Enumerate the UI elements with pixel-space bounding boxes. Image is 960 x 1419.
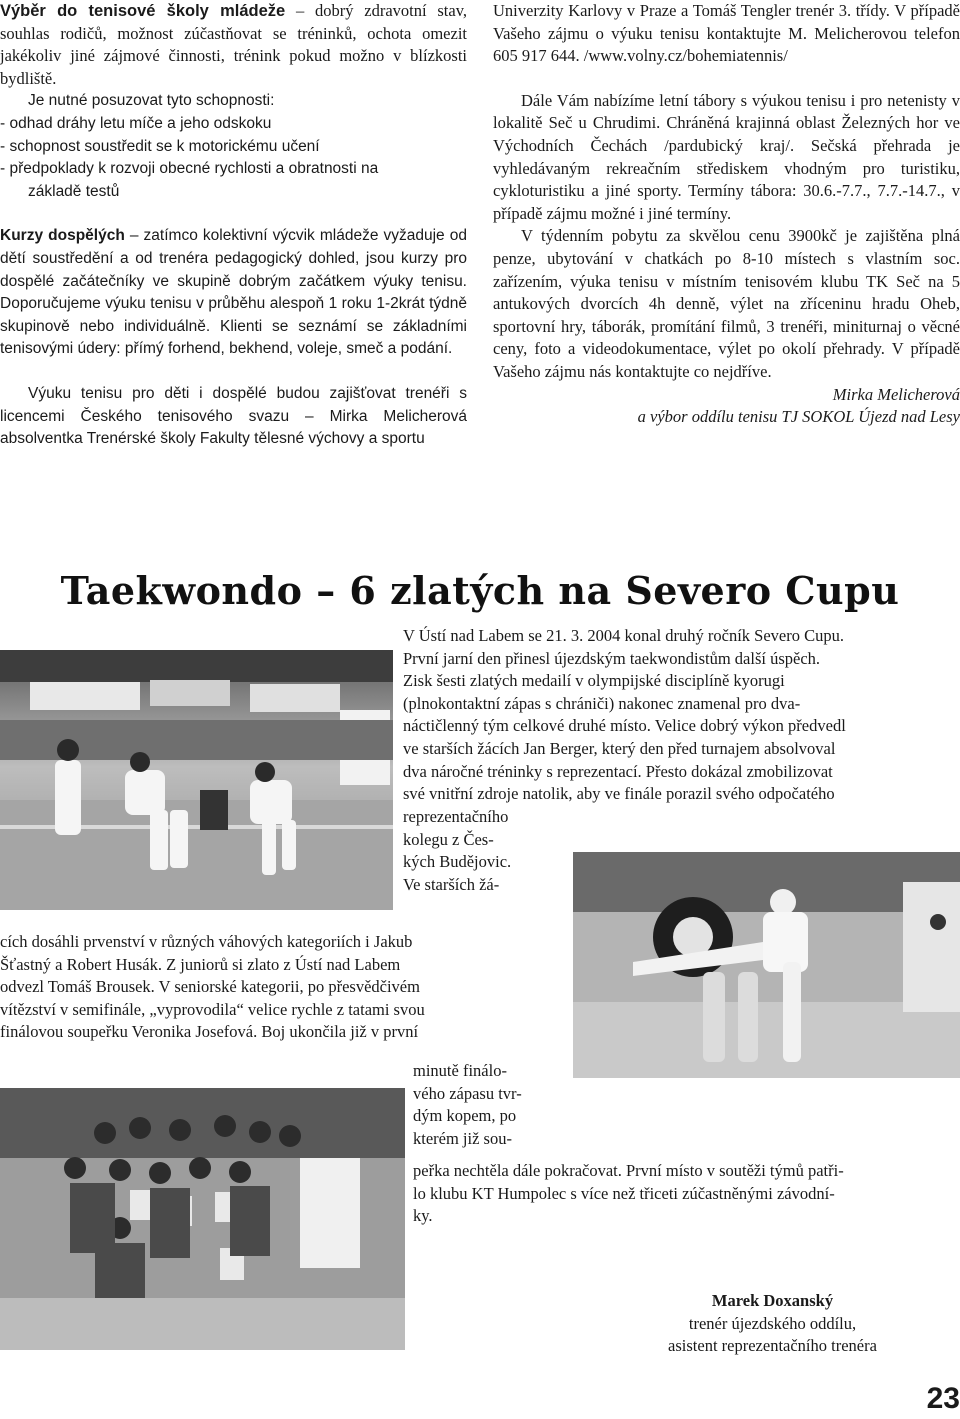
camp-paragraph: Dále Vám nabízíme letní tábory s výukou tenisu i pro netenisty v lokalitě Seč u Chrudimi. Chráněná krajinná oblast Železných hor ve Východních Čechách /pardubický kraj/. Sečská přehrada je vyhledávaným rekreačním střediskem vhodným pro turistiku, cykloturistiku a jiné sporty. Termíny tábora: 30.6.-7.7., 7.7.-14.7., v případě zájmu možné i jiné termíny. — [493, 90, 960, 223]
article-line: kolegu z Čes- — [403, 829, 494, 849]
article-line: Ve starších žá- — [403, 874, 500, 894]
article-line: (plnokontaktní zápas s chrániči) nakonec znamenal pro dva- — [403, 693, 801, 713]
article-line: minutě finálo- — [413, 1061, 507, 1080]
taekwondo-narrow-block — [403, 806, 571, 896]
trainers-paragraph: Výuku tenisu pro děti i dospělé budou zajišťovat trenéři s licencemi Českého tenisového svazu – Mirka Melicherová absolventka Trenérské školy Fakulty tělesné výchovy a sportu — [0, 384, 467, 448]
contact-paragraph: Univerzity Karlovy v Praze a Tomáš Tengler trenér 3. třídy. V případě Vašeho zájmu o výuku tenisu kontaktujte M. Melicherovou telefon 605 917 644. /www.volny.cz/bohemiatennis/ — [493, 1, 960, 66]
article-line: cích dosáhli prvenství v různých váhových kategoriích i Jakub — [0, 932, 413, 951]
article-line: odvezl Tomáš Brousek. V seniorské kategorii, po přesvědčivém — [0, 977, 420, 997]
article-line: V Ústí nad Labem se 21. 3. 2004 konal druhý ročník Severo Cupu. — [403, 626, 845, 645]
article-line: ky. — [413, 1206, 433, 1226]
adult-courses-paragraph — [0, 225, 467, 361]
article-line: své vnitřní zdroje natolik, aby ve finále porazil svého odpočatého — [403, 784, 835, 804]
taekwondo-narrow-block-2 — [413, 1060, 571, 1150]
article-line: kterém již sou- — [413, 1128, 512, 1148]
author-name: Marek Doxanský — [711, 1291, 834, 1310]
intro-heading: Výběr do tenisové školy mládeže — [0, 2, 286, 20]
tennis-left-column — [0, 0, 467, 451]
article-line: reprezentačního — [403, 807, 509, 826]
article-line: První jarní den přinesl újezdským taekwondistům další úspěch. — [403, 648, 821, 668]
ability-item: - odhad dráhy letu míče a jeho odskoku — [0, 114, 272, 132]
tennis-intro-paragraph — [0, 0, 467, 90]
taekwondo-headline: Taekwondo – 6 zlatých na Severo Cupu — [60, 568, 900, 613]
taekwondo-end-block — [413, 1160, 960, 1228]
article-line: Zisk šesti zlatých medailí v olympijské disciplíně kyorugi — [403, 671, 785, 691]
article-line: dva náročné tréninky s reprezentací. Přesto dokázal zmobilizovat — [403, 761, 833, 781]
adult-courses-text: – zatímco kolektivní výcvik mládeže vyžaduje od dětí soustředění a od trenéra pedagogický dohled, jsou kurzy pro dospělé začátečníky ve skupině dobrým začátkem výuky tenisu. Doporučujeme výuku tenisu v průběhu alespoň 1 roku 1-2krát týdně skupinově nebo individuálně. Klienti se seznámí se základními tenisovými údery: přímý forhend, bekhend, voleje, smeč a podání. — [0, 227, 467, 358]
article-line: lo klubu KT Humpolec s více než třiceti zúčastněnými závodní- — [413, 1183, 835, 1203]
article-line: vítězství v semifinále, „vyprovodila“ velice rychle z tatami svou — [0, 999, 425, 1019]
taekwondo-wide-block — [0, 931, 570, 1044]
price-paragraph: V týdenním pobytu za skvělou cenu 3900kč je zajištěna plná penze, ubytování v chatkách po 8-10 místech s vlastním soc. zařízením, výuka tenisu v místním tenisovém klubu TK Seč na 5 antukových dvorcích 4h denně, výlet na zříceninu hradu Oheb, sportovní hry, táborák, promítání filmů, 3 trenéři, miniturnaj o věcné ceny, foto a videodokumentace, výlet po okolí přehrady. V případě Vašeho zájmu nás kontaktujte co nejdříve. — [493, 226, 960, 381]
team-photo — [0, 1088, 405, 1350]
intro-text: – dobrý zdravotní stav, souhlas rodičů, možnost zúčastňovat se tréninků, ochota omezit jakékoliv jiné zájmové činnosti, trénink pokud možno v blízkosti bydliště. — [0, 1, 468, 88]
signature-name: Mirka Melicherová — [832, 384, 960, 404]
article-line: ve starších žácích Jan Berger, který den před turnajem absolvoval — [403, 738, 836, 758]
author-role: asistent reprezentačního trenéra — [668, 1336, 877, 1356]
signature-org: a výbor oddílu tenisu TJ SOKOL Újezd nad Lesy — [637, 407, 960, 427]
article-line: náctičlenný tým celkové druhé místo. Velice dobrý výkon předvedl — [403, 716, 846, 736]
tennis-right-column — [493, 0, 960, 429]
taekwondo-top-block — [403, 625, 960, 806]
author-role: trenér újezdského oddílu, — [688, 1313, 857, 1333]
ability-item: - předpoklady k rozvoji obecné rychlosti a obratnosti na — [0, 160, 379, 178]
ability-item: - schopnost soustředit se k motorickému učení — [0, 137, 320, 155]
article-line: peřka nechtěla dále pokračovat. První místo v soutěži týmů patři- — [413, 1161, 844, 1180]
abilities-list — [0, 113, 467, 203]
adult-courses-heading: Kurzy dospělých — [0, 227, 125, 245]
article-line: vého zápasu tvr- — [413, 1083, 522, 1103]
page-number: 23 — [926, 1382, 960, 1415]
abilities-title: Je nutné posuzovat tyto schopnosti: — [28, 92, 275, 110]
kick-photo — [573, 852, 960, 1078]
article-line: finálovou soupeřku Veronika Josefová. Boj ukončila již v první — [0, 1022, 419, 1042]
ability-item-continued: základě testů — [28, 182, 120, 200]
article-line: dým kopem, po — [413, 1106, 517, 1126]
match-photo — [0, 650, 393, 910]
article-line: Šťastný a Robert Husák. Z juniorů si zlato z Ústí nad Labem — [0, 954, 401, 974]
author-block — [600, 1290, 945, 1358]
article-line: kých Budějovic. — [403, 852, 512, 872]
